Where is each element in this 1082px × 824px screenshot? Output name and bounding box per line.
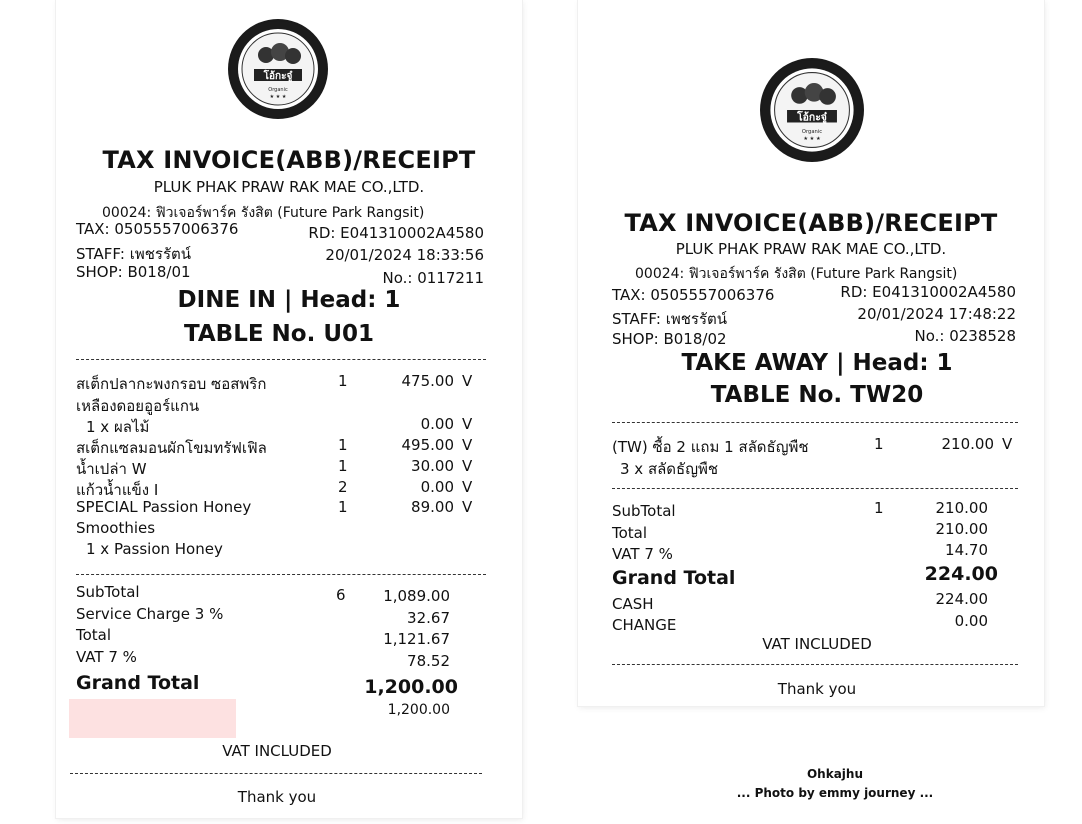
thank-you: Thank you <box>237 788 317 806</box>
svg-text:★ ★ ★: ★ ★ ★ <box>269 94 287 100</box>
subtotal-label: SubTotal <box>612 502 676 520</box>
item-name: Smoothies <box>76 519 156 537</box>
item-vat-flag: V <box>462 498 473 516</box>
svg-text:Organic: Organic <box>268 87 288 93</box>
receipt-title: TAX INVOICE(ABB)/RECEIPT <box>624 209 998 237</box>
item-vat-flag: V <box>462 457 473 475</box>
item-name: 3 x สลัดธัญพืช <box>620 460 719 478</box>
receipt-title: TAX INVOICE(ABB)/RECEIPT <box>102 146 476 174</box>
credit-photo: ... Photo by emmy journey ... <box>736 786 934 800</box>
service-type: TAKE AWAY | Head: 1 <box>681 350 953 376</box>
service-type: DINE IN | Head: 1 <box>177 287 401 313</box>
item-vat-flag: V <box>462 478 473 496</box>
grand-total-value: 224.00 <box>924 563 998 585</box>
divider <box>76 359 486 360</box>
item-vat-flag: V <box>462 372 473 390</box>
table-number: TABLE No. TW20 <box>710 382 924 408</box>
svg-text:Organic: Organic <box>801 128 823 135</box>
change-value: 0.00 <box>954 612 988 630</box>
datetime: 20/01/2024 17:48:22 <box>857 305 1016 323</box>
item-name: สเต็กแซลมอนผักโขมทรัฟเฟิล <box>76 439 267 457</box>
datetime: 20/01/2024 18:33:56 <box>325 246 484 264</box>
subtotal-qty: 1 <box>874 499 884 517</box>
branch: 00024: ฟิวเจอร์พาร์ค รังสิต (Future Park Rangsit) <box>102 205 425 221</box>
shop: SHOP: B018/02 <box>612 330 727 348</box>
vat-included: VAT INCLUDED <box>222 742 332 760</box>
receipt-number: No.: 0238528 <box>914 327 1016 345</box>
svg-text:โอ้กะจู๋: โอ้กะจู๋ <box>263 71 293 82</box>
subtotal-label: SubTotal <box>76 583 140 601</box>
vat-included: VAT INCLUDED <box>762 635 872 653</box>
brand-logo-icon <box>760 58 864 162</box>
item-qty: 2 <box>338 478 348 496</box>
subtotal-qty: 6 <box>336 586 346 604</box>
credit-author: Ohkajhu <box>806 767 864 781</box>
total-value: 210.00 <box>935 520 988 538</box>
vat-value: 14.70 <box>945 541 988 559</box>
grand-total-label: Grand Total <box>612 567 736 589</box>
grand-total-value: 1,200.00 <box>364 676 458 698</box>
redacted-area <box>69 699 236 738</box>
item-name: สเต็กปลากะพงกรอบ ซอสพริก <box>76 375 267 393</box>
total-label: Total <box>76 626 112 644</box>
item-price: 89.00 <box>411 498 454 516</box>
branch: 00024: ฟิวเจอร์พาร์ค รังสิต (Future Park Rangsit) <box>635 266 958 282</box>
item-qty: 1 <box>874 435 884 453</box>
item-qty: 1 <box>338 436 348 454</box>
service-charge-value: 32.67 <box>407 609 450 627</box>
total-value: 1,121.67 <box>383 630 450 648</box>
receipt-number: No.: 0117211 <box>382 269 484 287</box>
rd-number: RD: E041310002A4580 <box>840 283 1016 301</box>
receipt-take-away <box>578 0 1044 706</box>
item-price: 210.00 <box>941 435 994 453</box>
thank-you: Thank you <box>777 680 857 698</box>
grand-total-label: Grand Total <box>76 672 200 694</box>
item-name: เหลืองดอยอูอร์แกน <box>76 397 200 415</box>
item-qty: 1 <box>338 498 348 516</box>
svg-text:★ ★ ★: ★ ★ ★ <box>803 136 821 143</box>
company-name: PLUK PHAK PRAW RAK MAE CO.,LTD. <box>153 178 425 196</box>
divider <box>612 422 1018 423</box>
brand-logo-icon <box>228 19 328 119</box>
divider <box>612 664 1018 665</box>
vat-value: 78.52 <box>407 652 450 670</box>
item-qty: 1 <box>338 372 348 390</box>
item-price: 0.00 <box>420 415 454 433</box>
paid-value: 1,200.00 <box>387 702 450 718</box>
item-name: น้ำเปล่า W <box>76 460 147 478</box>
item-price: 495.00 <box>401 436 454 454</box>
vat-label: VAT 7 % <box>612 545 673 563</box>
item-vat-flag: V <box>462 436 473 454</box>
item-qty: 1 <box>338 457 348 475</box>
change-label: CHANGE <box>612 616 677 634</box>
item-name: 1 x ผลไม้ <box>86 418 150 436</box>
rd-number: RD: E041310002A4580 <box>308 224 484 242</box>
item-price: 30.00 <box>411 457 454 475</box>
receipt-dine-in <box>56 0 522 818</box>
item-name: แก้วน้ำแข็ง I <box>76 481 159 499</box>
svg-text:โอ้กะจู๋: โอ้กะจู๋ <box>797 111 827 124</box>
staff: STAFF: เพชรรัตน์ <box>612 310 727 328</box>
item-vat-flag: V <box>1002 435 1013 453</box>
table-number: TABLE No. U01 <box>183 321 375 347</box>
tax-id: TAX: 0505557006376 <box>612 286 775 304</box>
subtotal-value: 1,089.00 <box>383 587 450 605</box>
service-charge-label: Service Charge 3 % <box>76 605 224 623</box>
cash-label: CASH <box>612 595 654 613</box>
total-label: Total <box>612 524 648 542</box>
divider <box>612 488 1018 489</box>
tax-id: TAX: 0505557006376 <box>76 220 239 238</box>
vat-label: VAT 7 % <box>76 648 137 666</box>
cash-value: 224.00 <box>935 590 988 608</box>
shop: SHOP: B018/01 <box>76 263 191 281</box>
company-name: PLUK PHAK PRAW RAK MAE CO.,LTD. <box>675 240 947 258</box>
divider <box>70 773 482 774</box>
item-name: (TW) ซื้อ 2 แถม 1 สลัดธัญพืช <box>612 438 809 456</box>
item-price: 475.00 <box>401 372 454 390</box>
subtotal-value: 210.00 <box>935 499 988 517</box>
item-name: SPECIAL Passion Honey <box>76 498 252 516</box>
divider <box>76 574 486 575</box>
item-vat-flag: V <box>462 415 473 433</box>
item-price: 0.00 <box>420 478 454 496</box>
item-name: 1 x Passion Honey <box>86 540 223 558</box>
staff: STAFF: เพชรรัตน์ <box>76 245 191 263</box>
